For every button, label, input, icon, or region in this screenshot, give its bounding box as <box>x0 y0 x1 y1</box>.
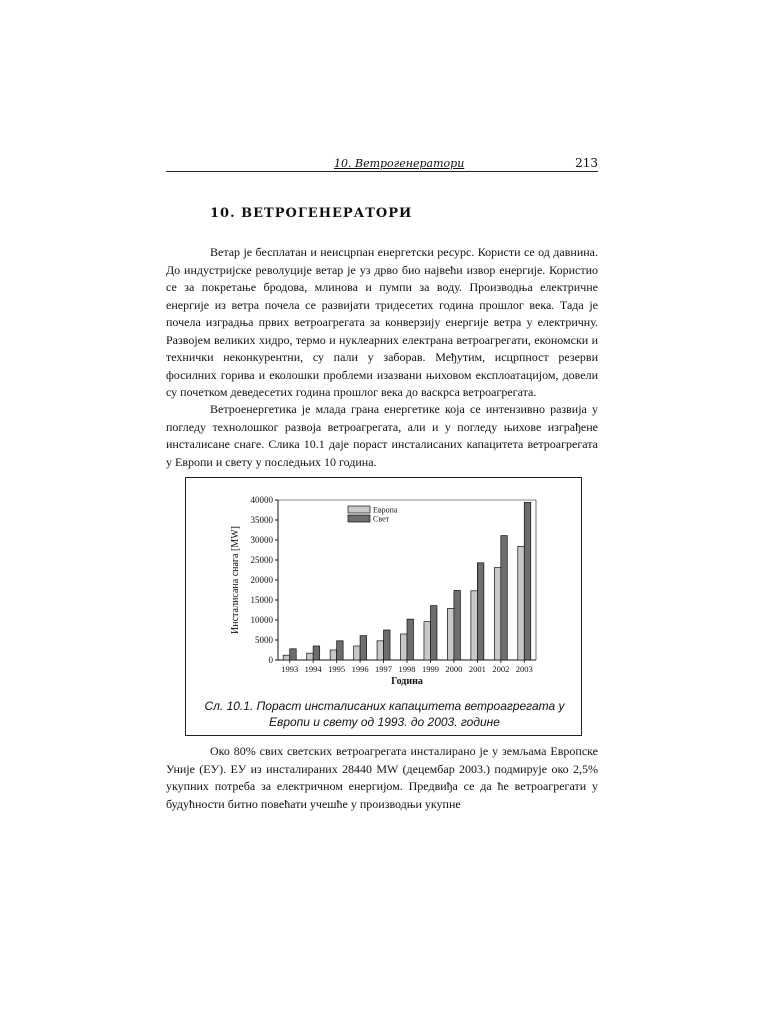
bar-world-2000 <box>454 590 461 660</box>
bar-world-1997 <box>384 630 391 660</box>
legend-label: Европа <box>373 505 398 515</box>
paragraph-wind-energy: Ветроенергетика је млада грана енергетике која се интензивно развија у погледу технолошког развоја ветроагрегата, али и у погледу њихове изграђене инсталисане снаге. Слика 10.1 даје пораст инсталисаних капацитета ветроагрегата у Европи и свету у последњих 10 година. <box>166 402 598 469</box>
bar-europe-1996 <box>354 646 361 660</box>
bar-europe-2003 <box>518 546 525 660</box>
x-tick-label: 2002 <box>492 664 510 674</box>
y-axis-label: Инсталисана снага [MW] <box>230 526 241 634</box>
x-axis-label: Година <box>391 676 423 687</box>
bar-europe-1994 <box>307 653 314 660</box>
x-tick-label: 1996 <box>351 664 369 674</box>
y-tick-label: 5000 <box>255 635 273 645</box>
paragraph-intro: Ветар је бесплатан и неисцрпан енергетски ресурс. Користи се од давнина. До индустријске револуције ветар је уз дрво био највећи извор енергије. Користио се за покретање бродова, млинова и пумпи за воду. Производња електричне енергије из ветра почела се развијати тридесетих година прошлог века. Тада је почела изградња првих ветроагрегата за конверзију енергије ветра у електричну. Развојем великих хидро, термо и нуклеарних електрана ветроагрегати, економски и технички неконкурентни, су пали у заборав. Међутим, исцрпност резерви фосилних горива и еколошки проблеми изазвани њиховом експлоатацијом, довели су почетком деведесетих година прошлог века до васкрса ветроагрегата. <box>166 245 598 399</box>
legend-label: Свет <box>373 514 390 524</box>
x-tick-label: 1997 <box>375 664 393 674</box>
x-tick-label: 2001 <box>468 664 486 674</box>
bar-world-2003 <box>524 502 531 660</box>
chart-legend <box>348 506 398 524</box>
chart-bars <box>283 502 531 660</box>
x-tick-label: 1993 <box>281 664 299 674</box>
legend-swatch <box>348 506 370 513</box>
y-tick-label: 25000 <box>250 555 273 565</box>
bar-europe-2001 <box>471 591 478 660</box>
y-tick-label: 30000 <box>250 535 273 545</box>
bar-world-1998 <box>407 619 414 660</box>
bar-world-2002 <box>501 536 508 660</box>
bar-world-1993 <box>290 649 297 660</box>
x-tick-label: 1999 <box>421 664 439 674</box>
bar-world-1996 <box>360 636 367 660</box>
page-number: 213 <box>575 156 598 170</box>
y-tick-label: 0 <box>268 655 273 665</box>
x-tick-label: 1998 <box>398 664 416 674</box>
bar-europe-1993 <box>283 655 290 660</box>
section-title: 10. ВЕТРОГЕНЕРАТОРИ <box>210 206 413 221</box>
bar-europe-1999 <box>424 622 431 660</box>
figure-caption: Сл. 10.1. Пораст инсталисаних капацитета ветроагрегата у Европи и свету од 1993. до 2003. године <box>204 699 565 729</box>
bar-europe-1998 <box>401 634 408 660</box>
bar-chart <box>186 478 583 698</box>
y-tick-label: 35000 <box>250 515 273 525</box>
x-tick-label: 2003 <box>515 664 533 674</box>
bar-europe-2000 <box>447 608 454 660</box>
legend-swatch <box>348 515 370 522</box>
running-header <box>166 157 598 172</box>
y-tick-label: 40000 <box>250 495 273 505</box>
bar-world-1994 <box>313 646 320 660</box>
header-chapter-title: 10. Ветрогенератори <box>334 157 465 170</box>
bar-world-1999 <box>430 606 437 660</box>
bar-europe-1997 <box>377 641 384 660</box>
paragraph-eu-wind: Око 80% свих светских ветроагрегата инсталирано је у земљама Европске Уније (ЕУ). ЕУ из инсталираних 28440 MW (децембар 2003.) подмирује око 2,5% укупних потреба за електричном енергијом. Предвиђа се да ће ветроагрегати у будућности битно повећати учешће у производњи укупне <box>166 744 598 811</box>
figure-10-1 <box>185 477 582 736</box>
y-tick-label: 10000 <box>250 615 273 625</box>
x-tick-label: 1995 <box>328 664 346 674</box>
bar-world-2001 <box>477 563 484 660</box>
bar-europe-2002 <box>494 568 501 660</box>
bar-world-1995 <box>337 641 344 660</box>
x-tick-label: 2000 <box>445 664 463 674</box>
chart-axes <box>251 495 537 674</box>
bar-europe-1995 <box>330 650 337 660</box>
y-tick-label: 20000 <box>250 575 273 585</box>
y-tick-label: 15000 <box>250 595 273 605</box>
x-tick-label: 1994 <box>304 664 322 674</box>
